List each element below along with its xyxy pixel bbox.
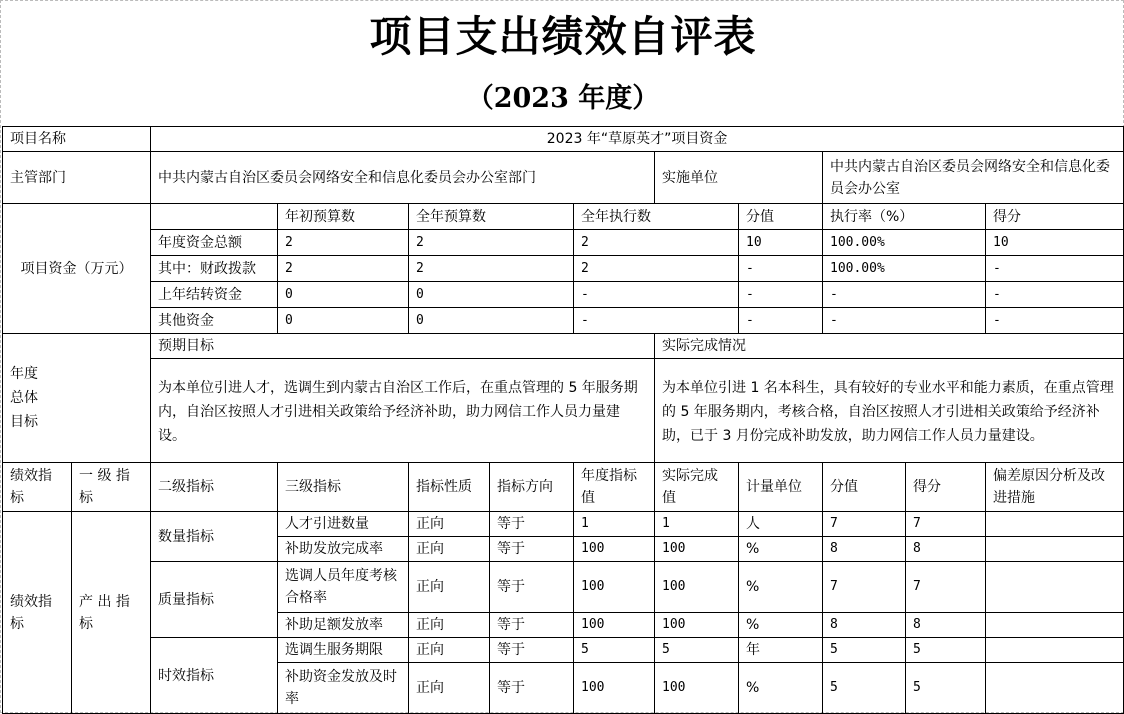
fund-header: 年初预算数 bbox=[278, 204, 409, 230]
fund-cell: 2 bbox=[574, 256, 739, 282]
goal-label-text: 年度总体目标 bbox=[10, 366, 38, 430]
indicator-unit: % bbox=[739, 663, 823, 714]
fund-cell: 100.00% bbox=[823, 230, 986, 256]
goal-label bbox=[3, 334, 151, 463]
perf-group-name: 时效指标 bbox=[151, 638, 278, 714]
perf-header: 绩效指标 bbox=[3, 463, 72, 512]
indicator-score-value: 7 bbox=[823, 562, 906, 613]
indicator-score-value: 8 bbox=[823, 613, 906, 638]
fund-cell: 0 bbox=[278, 282, 409, 308]
indicator-name: 补助足额发放率 bbox=[278, 613, 409, 638]
indicator-nature: 正向 bbox=[409, 638, 490, 663]
indicator-reason bbox=[986, 512, 1124, 537]
indicator-reason bbox=[986, 537, 1124, 562]
indicator-reason bbox=[986, 613, 1124, 638]
indicator-direction: 等于 bbox=[490, 562, 574, 613]
fund-row-name: 其中：财政拨款 bbox=[151, 256, 278, 282]
indicator-score: 8 bbox=[906, 613, 986, 638]
fund-cell: - bbox=[986, 308, 1124, 334]
dept-label: 主管部门 bbox=[3, 152, 151, 204]
fund-cell: - bbox=[739, 308, 823, 334]
indicator-target: 100 bbox=[574, 613, 655, 638]
indicator-actual: 100 bbox=[655, 613, 739, 638]
indicator-actual: 100 bbox=[655, 562, 739, 613]
indicator-direction: 等于 bbox=[490, 663, 574, 714]
fund-cell: 10 bbox=[739, 230, 823, 256]
indicator-nature: 正向 bbox=[409, 613, 490, 638]
perf-header: 计量单位 bbox=[739, 463, 823, 512]
fund-cell: 0 bbox=[409, 308, 574, 334]
indicator-nature: 正向 bbox=[409, 512, 490, 537]
indicator-nature: 正向 bbox=[409, 562, 490, 613]
evaluation-table bbox=[2, 126, 1124, 714]
indicator-name: 人才引进数量 bbox=[278, 512, 409, 537]
document-subtitle: （2023 年度） bbox=[466, 83, 660, 114]
fund-cell: 0 bbox=[409, 282, 574, 308]
indicator-direction: 等于 bbox=[490, 537, 574, 562]
perf-header: 偏差原因分析及改进措施 bbox=[986, 463, 1124, 512]
indicator-score: 5 bbox=[906, 663, 986, 714]
fund-cell: 10 bbox=[986, 230, 1124, 256]
expected-goal-text: 为本单位引进人才，选调生到内蒙古自治区工作后，在重点管理的 5 年服务期内，自治区按照人才引进相关政策给予经济补助，助力网信工作人员力量建设。 bbox=[151, 359, 655, 463]
fund-cell: - bbox=[986, 256, 1124, 282]
fund-cell: - bbox=[574, 282, 739, 308]
fund-header: 得分 bbox=[986, 204, 1124, 230]
fund-header: 执行率（%） bbox=[823, 204, 986, 230]
fund-row-name: 其他资金 bbox=[151, 308, 278, 334]
indicator-actual: 5 bbox=[655, 638, 739, 663]
fund-cell: 2 bbox=[574, 230, 739, 256]
fund-row-name: 年度资金总额 bbox=[151, 230, 278, 256]
perf-header: 二级指标 bbox=[151, 463, 278, 512]
fund-cell: 2 bbox=[278, 230, 409, 256]
perf-header: 指标性质 bbox=[409, 463, 490, 512]
fund-cell: 100.00% bbox=[823, 256, 986, 282]
indicator-actual: 100 bbox=[655, 537, 739, 562]
fund-header-blank bbox=[151, 204, 278, 230]
indicator-score: 8 bbox=[906, 537, 986, 562]
fund-cell: - bbox=[986, 282, 1124, 308]
indicator-reason bbox=[986, 638, 1124, 663]
indicator-name: 补助资金发放及时率 bbox=[278, 663, 409, 714]
indicator-score-value: 5 bbox=[823, 663, 906, 714]
fund-header: 全年预算数 bbox=[409, 204, 574, 230]
indicator-score: 5 bbox=[906, 638, 986, 663]
expected-goal-label: 预期目标 bbox=[151, 334, 655, 359]
fund-cell: 0 bbox=[278, 308, 409, 334]
fund-cell: - bbox=[823, 308, 986, 334]
indicator-unit: % bbox=[739, 613, 823, 638]
indicator-target: 5 bbox=[574, 638, 655, 663]
indicator-actual: 1 bbox=[655, 512, 739, 537]
indicator-name: 选调生服务期限 bbox=[278, 638, 409, 663]
impl-value: 中共内蒙古自治区委员会网络安全和信息化委员会办公室 bbox=[823, 152, 1124, 204]
indicator-score-value: 8 bbox=[823, 537, 906, 562]
indicator-unit: % bbox=[739, 537, 823, 562]
perf-header: 年度指标值 bbox=[574, 463, 655, 512]
fund-cell: - bbox=[739, 282, 823, 308]
fund-cell: 2 bbox=[409, 230, 574, 256]
indicator-target: 100 bbox=[574, 562, 655, 613]
indicator-direction: 等于 bbox=[490, 638, 574, 663]
indicator-nature: 正向 bbox=[409, 537, 490, 562]
indicator-target: 100 bbox=[574, 537, 655, 562]
perf-header: 得分 bbox=[906, 463, 986, 512]
perf-header: 三级指标 bbox=[278, 463, 409, 512]
indicator-unit: 年 bbox=[739, 638, 823, 663]
impl-label: 实施单位 bbox=[655, 152, 823, 204]
indicator-target: 100 bbox=[574, 663, 655, 714]
perf-group-name: 数量指标 bbox=[151, 512, 278, 562]
fund-cell: - bbox=[574, 308, 739, 334]
indicator-actual: 100 bbox=[655, 663, 739, 714]
indicator-score: 7 bbox=[906, 562, 986, 613]
indicator-score-value: 7 bbox=[823, 512, 906, 537]
project-name-label: 项目名称 bbox=[3, 127, 151, 152]
project-name-value: 2023 年“草原英才”项目资金 bbox=[151, 127, 1124, 152]
document-title: 项目支出绩效自评表 bbox=[369, 12, 757, 61]
indicator-nature: 正向 bbox=[409, 663, 490, 714]
perf-header: 指标方向 bbox=[490, 463, 574, 512]
perf-level1: 绩效指标 bbox=[3, 512, 72, 714]
indicator-unit: % bbox=[739, 562, 823, 613]
indicator-direction: 等于 bbox=[490, 613, 574, 638]
perf-level2: 产 出 指标 bbox=[72, 512, 151, 714]
fund-cell: - bbox=[739, 256, 823, 282]
indicator-name: 补助发放完成率 bbox=[278, 537, 409, 562]
indicator-unit: 人 bbox=[739, 512, 823, 537]
indicator-reason bbox=[986, 562, 1124, 613]
actual-goal-label: 实际完成情况 bbox=[655, 334, 1124, 359]
fund-row-name: 上年结转资金 bbox=[151, 282, 278, 308]
fund-label: 项目资金（万元） bbox=[3, 204, 151, 334]
fund-cell: 2 bbox=[409, 256, 574, 282]
fund-header: 分值 bbox=[739, 204, 823, 230]
indicator-name: 选调人员年度考核合格率 bbox=[278, 562, 409, 613]
fund-header: 全年执行数 bbox=[574, 204, 739, 230]
actual-goal-text: 为本单位引进 1 名本科生，具有较好的专业水平和能力素质，在重点管理的 5 年服务期内，考核合格，自治区按照人才引进相关政策给予经济补助，已于 3 月份完成补助发放，助力网信工作人员力量建设。 bbox=[655, 359, 1124, 463]
perf-header: 实际完成值 bbox=[655, 463, 739, 512]
indicator-target: 1 bbox=[574, 512, 655, 537]
perf-header: 一 级 指标 bbox=[72, 463, 151, 512]
indicator-score: 7 bbox=[906, 512, 986, 537]
perf-header: 分值 bbox=[823, 463, 906, 512]
fund-cell: 2 bbox=[278, 256, 409, 282]
indicator-reason bbox=[986, 663, 1124, 714]
perf-group-name: 质量指标 bbox=[151, 562, 278, 638]
indicator-direction: 等于 bbox=[490, 512, 574, 537]
indicator-score-value: 5 bbox=[823, 638, 906, 663]
dept-value: 中共内蒙古自治区委员会网络安全和信息化委员会办公室部门 bbox=[151, 152, 655, 204]
fund-cell: - bbox=[823, 282, 986, 308]
